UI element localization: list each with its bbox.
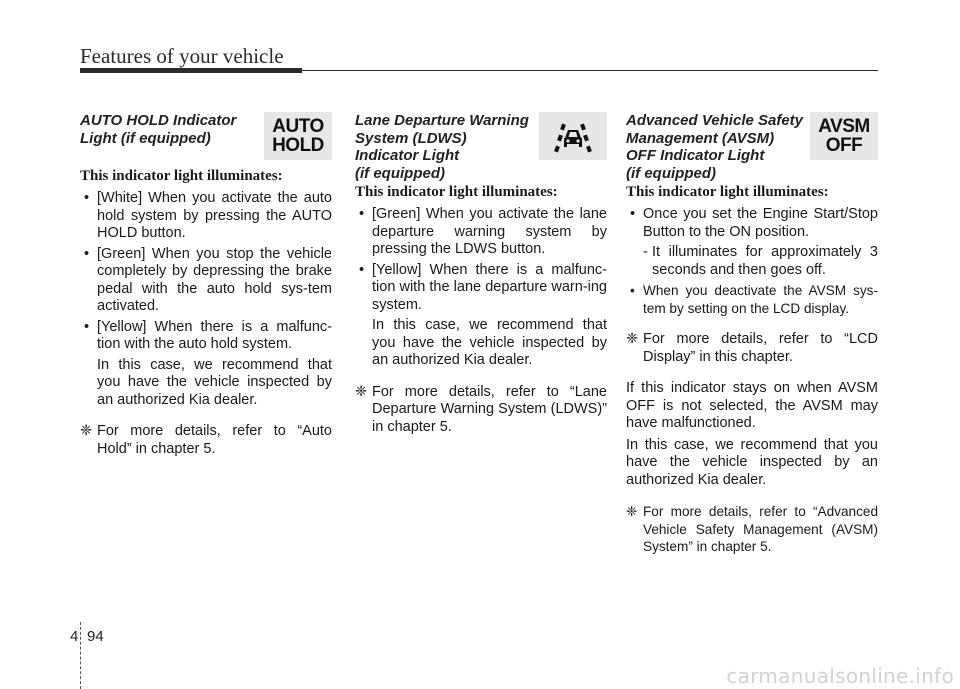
avsm-off-indicator-icon [810, 112, 878, 160]
ldws-header [355, 112, 607, 182]
lane-departure-car-icon [539, 112, 607, 160]
avsm-title [626, 112, 806, 182]
badge-text-line2: OFF [825, 135, 863, 156]
avsm-malfunction-paragraph: If this indicator stays on when AVSM OFF is not selected, the AVSM may have malfunctioned. [626, 380, 878, 431]
ldws-title-line4: (if equipped) [355, 164, 445, 182]
note-text: For more details, refer to “Auto Hold” in chapter 5. [97, 423, 332, 457]
footer-divider [80, 622, 82, 689]
ldws-section [355, 112, 607, 436]
reference-mark-icon: ❈ [355, 383, 368, 400]
autohold-bullet-white: • [White] When you activate the auto hold system by pressing the AUTO HOLD button. [80, 190, 332, 243]
header-rule-thick [80, 68, 302, 73]
autohold-title: AUTO HOLD Indicator Light (if equipped) [80, 112, 237, 147]
ldws-reference-note [355, 384, 607, 437]
dash-text: It illuminates for approximately 3 seconds and then goes off. [652, 244, 878, 278]
autohold-section [80, 112, 332, 458]
ldws-title-line1: Lane Departure Warning [355, 112, 529, 129]
avsm-bullet-start: • Once you set the Engine Start/Stop Button to the ON position. [626, 206, 878, 241]
avsm-lcd-note [626, 331, 878, 366]
chapter-number: 4 [70, 628, 79, 645]
ldws-title-line3: Indicator Light [355, 147, 460, 164]
avsm-title-line1: Advanced Vehicle Safety [626, 112, 804, 129]
avsm-title-line4: (if equipped) [626, 164, 716, 182]
ldws-bullet-yellow: • [Yellow] When there is a malfunc-tion with the lane departure warn-ing system. [355, 262, 607, 315]
avsm-section [626, 112, 878, 556]
badge-text-line1: AVSM [818, 116, 870, 137]
page-number-value: 94 [87, 628, 104, 645]
note-text: For more details, refer to “Advanced Vehicle Safety Management (AVSM) System” in chapter 5. [643, 504, 878, 554]
autohold-bullet-yellow: • [Yellow] When there is a malfunc-tion with the auto hold system. [80, 319, 332, 354]
autohold-header [80, 112, 332, 164]
page-section-title: Features of your vehicle [80, 44, 284, 68]
avsm-lead: This indicator light illuminates: [626, 184, 829, 200]
autohold-lead: This indicator light illuminates: [80, 168, 283, 184]
badge-text-line1: AUTO [272, 116, 324, 137]
note-text: For more details, refer to “Lane Departure Warning System (LDWS)” in chapter 5. [372, 383, 607, 435]
reference-mark-icon: ❈ [80, 423, 93, 439]
avsm-header [626, 112, 878, 182]
ldws-lead: This indicator light illuminates: [355, 184, 558, 200]
avsm-dash-item [626, 244, 878, 279]
dash-mark: - [643, 244, 648, 260]
autohold-reference-note [80, 423, 332, 458]
reference-mark-icon: ❈ [626, 331, 639, 347]
ldws-bullet-followup: In this case, we recommend that you have the vehicle inspected by an authorized Kia dealer. [372, 317, 607, 368]
header-rule-thin [302, 70, 878, 71]
watermark: carmanualsonline.info [726, 664, 954, 688]
reference-mark-icon: ❈ [626, 504, 638, 519]
ldws-title-line2: System (LDWS) [355, 129, 467, 147]
autohold-bullet-green: • [Green] When you stop the vehicle completely by depressing the brake pedal with the auto hold sys-tem activated. [80, 246, 332, 316]
autohold-bullet-followup: In this case, we recommend that you have the vehicle inspected by an authorized Kia dealer. [97, 356, 332, 408]
note-text: For more details, refer to “LCD Display” in this chapter. [643, 331, 878, 365]
ldws-bullet-green: • [Green] When you activate the lane departure warning system by pressing the LDWS button. [355, 206, 607, 259]
badge-text-line2: HOLD [272, 135, 324, 156]
ldws-title [355, 112, 535, 182]
auto-hold-indicator-icon [264, 112, 332, 160]
avsm-reference-note [626, 503, 878, 556]
avsm-title-line2: Management (AVSM) [626, 129, 775, 147]
avsm-dealer-paragraph: In this case, we recommend that you have the vehicle inspected by an authorized Kia dealer. [626, 436, 878, 488]
avsm-bullet-deactivate: • When you deactivate the AVSM sys-tem by setting on the LCD display. [626, 282, 878, 317]
avsm-title-line3: OFF Indicator Light [626, 147, 765, 164]
